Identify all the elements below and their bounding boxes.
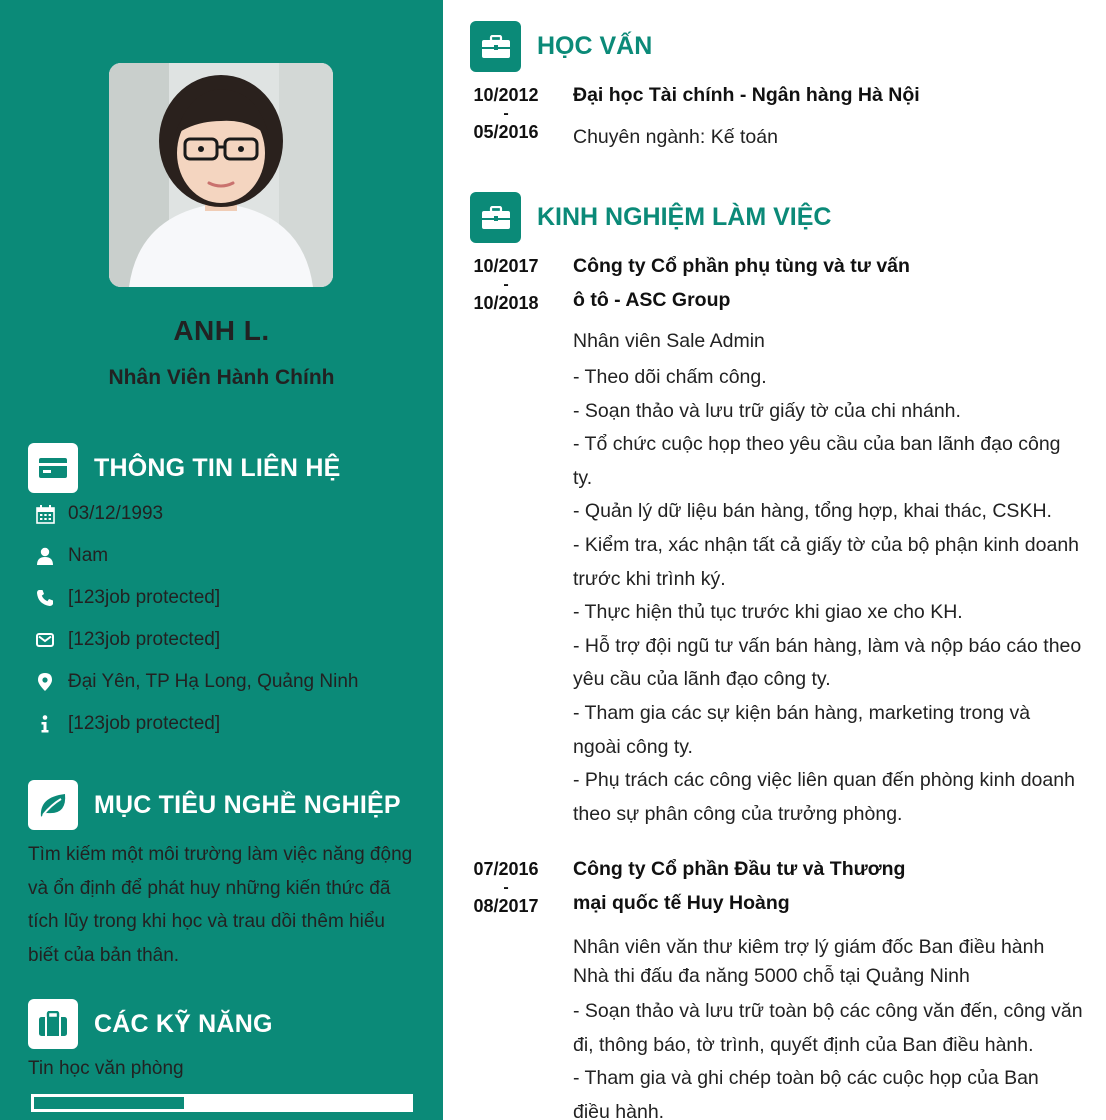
contact-birthday [34, 501, 163, 527]
candidate-title: Nhân Viên Hành Chính [108, 366, 335, 389]
profile-photo-image [109, 63, 333, 287]
job-duty-line: - Soạn thảo và lưu trữ giấy tờ của chi nhánh. [573, 399, 961, 422]
job-duty-line: - Quản lý dữ liệu bán hàng, tổng hợp, khai thác, CSKH. [573, 500, 1052, 523]
envelope-icon [34, 629, 56, 651]
briefcase-icon [28, 999, 78, 1049]
job-duty-line: theo sự phân công của trưởng phòng. [573, 802, 903, 825]
contact-birthday-text: 03/12/1993 [68, 503, 164, 524]
contact-heading-label: THÔNG TIN LIÊN HỆ [94, 453, 341, 482]
job-company-line: Công ty Cổ phần Đầu tư và Thương [573, 858, 906, 880]
contact-website [34, 711, 220, 737]
leaf-icon [28, 780, 78, 830]
map-pin-icon [34, 671, 56, 693]
job-date [470, 859, 542, 917]
contact-address-text: Đại Yên, TP Hạ Long, Quảng Ninh [68, 671, 359, 692]
skills-heading [28, 999, 273, 1049]
job-position-line: Nhân viên văn thư kiêm trợ lý giám đốc Ban điều hành [573, 936, 1045, 958]
briefcase-icon [470, 192, 521, 243]
skill-level-fill [34, 1097, 184, 1109]
skill-level-bar [31, 1094, 413, 1112]
contact-address [34, 669, 358, 695]
skill-name: Tin học văn phòng [28, 1058, 184, 1079]
job-duty-line: ty. [573, 466, 593, 489]
contact-phone [34, 585, 220, 611]
job-duty-line: yêu cầu của lãnh đạo công ty. [573, 668, 831, 691]
job-company-line: Công ty Cổ phần phụ tùng và tư vấn [573, 255, 910, 277]
education-date [470, 85, 542, 143]
user-icon [34, 545, 56, 567]
job-end: 08/2017 [473, 896, 539, 916]
job-company-line: mại quốc tế Huy Hoàng [573, 891, 790, 914]
education-heading-label: HỌC VẤN [537, 32, 653, 60]
job-position-line: Nhà thi đấu đa năng 5000 chỗ tại Quảng Ninh [573, 965, 970, 987]
job-duty-line: - Hỗ trợ đội ngũ tư vấn bán hàng, làm và nộp báo cáo theo [573, 634, 1082, 657]
job-company [573, 853, 1073, 920]
job-duty-line: - Soạn thảo và lưu trữ toàn bộ các công văn đến, công văn [573, 1000, 1083, 1022]
education-date-sep: - [503, 105, 509, 122]
skills-heading-label: CÁC KỸ NĂNG [94, 1009, 273, 1038]
job-duty-line: - Tham gia các sự kiện bán hàng, marketing trong và [573, 701, 1031, 724]
education-major: Chuyên ngành: Kế toán [573, 126, 778, 148]
contact-phone-text: [123job protected] [68, 587, 221, 608]
job-duties [573, 361, 1083, 831]
education-start: 10/2012 [473, 85, 539, 105]
candidate-name: ANH L. [173, 315, 270, 346]
contact-email-text: [123job protected] [68, 629, 221, 650]
education-end: 05/2016 [473, 122, 539, 142]
education-heading [470, 21, 652, 72]
job-duty-line: - Thực hiện thủ tục trước khi giao xe cho KH. [573, 601, 963, 624]
id-card-icon [28, 443, 78, 493]
phone-icon [34, 587, 56, 609]
job-duty-line: - Kiểm tra, xác nhận tất cả giấy tờ của bộ phận kinh doanh [573, 533, 1080, 556]
contact-heading [28, 443, 340, 493]
job-date-sep: - [503, 276, 509, 293]
contact-gender-text: Nam [68, 545, 109, 566]
job-duty-line: trước khi trình ký. [573, 567, 726, 590]
job-duty-line: đi, thông báo, tờ trình, quyết định của Ban điều hành. [573, 1033, 1034, 1056]
job-duties [573, 995, 1083, 1120]
job-duty-line: - Tham gia và ghi chép toàn bộ các cuộc họp của Ban [573, 1067, 1039, 1090]
job-date-sep: - [503, 879, 509, 896]
job-company [573, 250, 1073, 317]
info-icon [34, 713, 56, 735]
job-start: 07/2016 [473, 859, 539, 879]
job-position [573, 933, 1083, 991]
job-duty-line: ngoài công ty. [573, 735, 693, 758]
education-school: Đại học Tài chính - Ngân hàng Hà Nội [573, 84, 920, 106]
job-duty-line: - Phụ trách các công việc liên quan đến phòng kinh doanh [573, 769, 1075, 792]
experience-heading-label: KINH NGHIỆM LÀM VIỆC [537, 203, 832, 231]
job-duty-line: - Tổ chức cuộc họp theo yêu cầu của ban lãnh đạo công [573, 433, 1061, 456]
job-end: 10/2018 [473, 293, 539, 313]
objective-heading [28, 780, 401, 830]
briefcase-icon [470, 21, 521, 72]
contact-email [34, 627, 220, 653]
job-date [470, 256, 542, 314]
objective-heading-label: MỤC TIÊU NGHỀ NGHIỆP [94, 790, 401, 819]
objective-text: Tìm kiếm một môi trường làm việc năng động và ổn định để phát huy những kiến thức đã tích lũy trong khi học và trau dồi thêm hiểu biết của bản thân. [28, 844, 413, 966]
job-company-line: ô tô - ASC Group [573, 288, 731, 311]
job-duty-line: điều hành. [573, 1100, 665, 1120]
profile-photo [109, 63, 333, 287]
experience-heading [470, 192, 831, 243]
job-position: Nhân viên Sale Admin [573, 330, 765, 352]
job-duty-line: - Theo dõi chấm công. [573, 366, 767, 388]
contact-gender [34, 543, 108, 569]
contact-website-text: [123job protected] [68, 713, 221, 734]
calendar-icon [34, 503, 56, 525]
job-start: 10/2017 [473, 256, 539, 276]
